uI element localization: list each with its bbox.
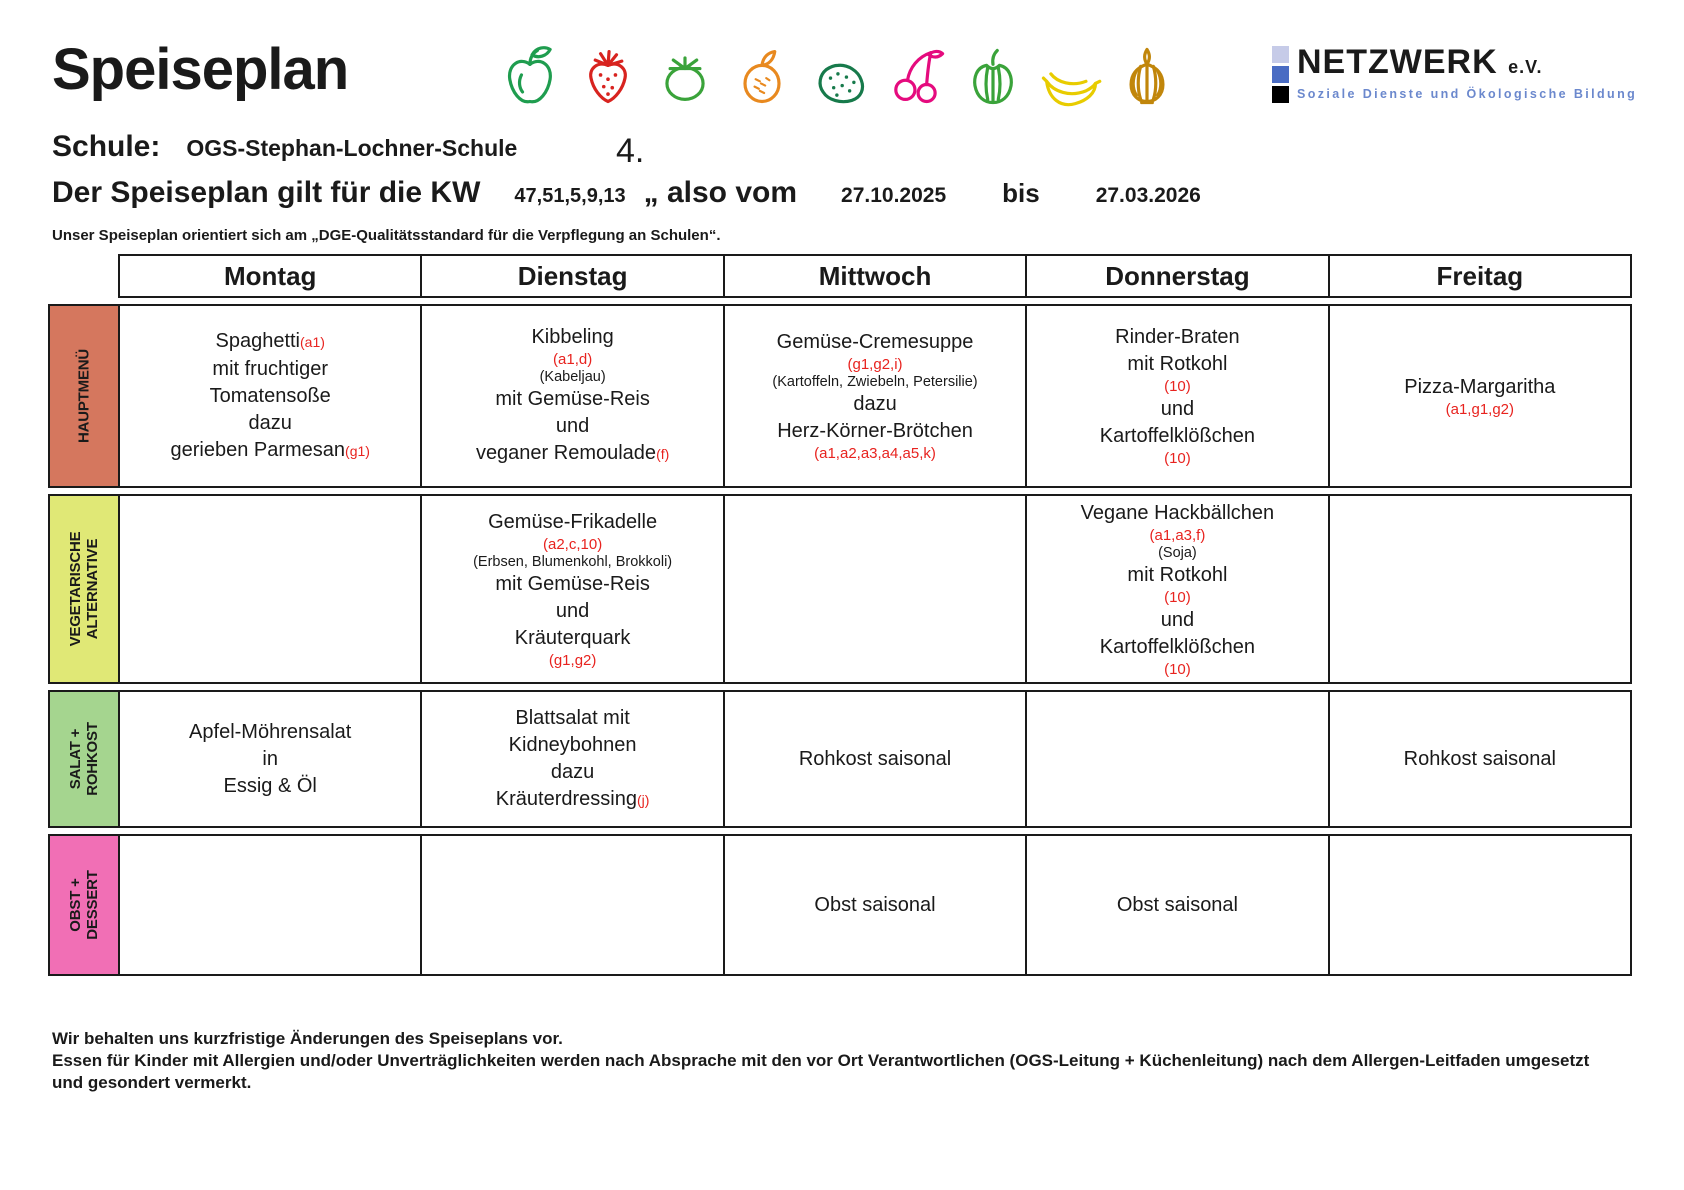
meal-cell-obst-dessert-mittwoch	[725, 836, 1027, 974]
meal-line: Kräuterquark	[514, 626, 631, 649]
meal-cell-hauptmenu-freitag	[1330, 306, 1630, 486]
meal-line: Pizza-Margaritha	[1404, 375, 1556, 398]
meal-cell-salat-rohkost-dienstag	[422, 692, 724, 826]
meal-line: mit Rotkohl	[1127, 353, 1228, 375]
allergen-code: (a1)	[300, 333, 325, 350]
meal-cell-salat-rohkost-mittwoch	[725, 692, 1027, 826]
meal-cell-hauptmenu-dienstag	[422, 306, 724, 486]
netzwerk-logo	[1272, 44, 1637, 103]
meal-line: Rohkost saisonal	[1403, 747, 1556, 770]
meal-line: Tomatensoße	[209, 384, 331, 407]
menu-row-hauptmenu	[48, 304, 1632, 488]
meal-cell-vegetarische-alternative-montag	[120, 496, 422, 682]
allergen-code: (g1)	[345, 442, 370, 459]
meal-line: Kartoffelklößchen	[1099, 425, 1256, 447]
row-label-salat-rohkost: SALAT + ROHKOST	[50, 692, 120, 826]
footer-line-1: Wir behalten uns kurzfristige Änderungen des Speiseplans vor.	[52, 1029, 563, 1048]
kw-weeks: 47,51,5,9,13	[514, 185, 626, 207]
meal-line: (a1,a3,f)	[1149, 526, 1206, 544]
meal-line: und	[555, 599, 590, 622]
banana-icon	[1036, 36, 1104, 116]
meal-line: dazu	[550, 760, 595, 783]
school-line	[52, 130, 517, 164]
meal-cell-salat-rohkost-freitag	[1330, 692, 1630, 826]
meal-line: Herz-Körner-Brötchen	[777, 420, 973, 442]
meal-line: (a1,a2,a3,a4,a5,k)	[814, 445, 936, 462]
meal-line: Obst saisonal	[814, 893, 936, 916]
meal-cell-hauptmenu-montag	[120, 306, 422, 486]
orange-icon	[728, 36, 796, 116]
day-header-row	[118, 254, 1632, 298]
meal-cell-vegetarische-alternative-freitag	[1330, 496, 1630, 682]
dge-subtitle: Unser Speiseplan orientiert sich am „DGE-Qualitätsstandard für die Verpflegung an Schulen“.	[52, 227, 721, 244]
meal-line: (Erbsen, Blumenkohl, Brokkoli)	[473, 553, 673, 570]
page-number: 4.	[616, 132, 645, 170]
meal-line: mit fruchtiger	[212, 357, 328, 380]
meal-line: (10)	[1164, 450, 1191, 467]
meal-line: Kibbeling	[531, 326, 614, 348]
meal-line: (Soja)	[1158, 544, 1197, 561]
day-header-mittwoch: Mittwoch	[725, 256, 1027, 296]
meal-cell-salat-rohkost-montag	[120, 692, 422, 826]
fruit-icon-row	[497, 36, 1181, 116]
meal-line: Kidneybohnen	[508, 733, 637, 756]
allergen-code: (f)	[656, 446, 670, 462]
meal-line: und	[1160, 398, 1195, 420]
meal-line: Essig & Öl	[223, 774, 317, 797]
cherry-icon	[882, 36, 950, 116]
meal-line: (a1,g1,g2)	[1445, 400, 1515, 418]
meal-cell-obst-dessert-freitag	[1330, 836, 1630, 974]
footer-line-3: und gesondert vermerkt.	[52, 1073, 252, 1092]
meal-cell-vegetarische-alternative-dienstag	[422, 496, 724, 682]
kw-prefix: Der Speiseplan gilt für die KW	[52, 176, 481, 209]
logo-squares-icon	[1272, 44, 1289, 103]
date-to: 27.03.2026	[1095, 184, 1201, 207]
meal-cell-obst-dessert-dienstag	[422, 836, 724, 974]
meal-line: Gemüse-Cremesuppe	[776, 331, 974, 353]
meal-line: Rinder-Braten	[1115, 326, 1240, 348]
menu-row-salat-rohkost	[48, 690, 1632, 828]
strawberry-icon	[574, 36, 642, 116]
meal-line: (a1,d)	[553, 351, 593, 368]
meal-cell-obst-dessert-montag	[120, 836, 422, 974]
day-header-montag: Montag	[120, 256, 422, 296]
meal-line: Blattsalat mit	[515, 706, 630, 729]
meal-line: dazu	[853, 393, 897, 415]
meal-line: und	[1160, 608, 1195, 631]
meal-cell-hauptmenu-mittwoch	[725, 306, 1027, 486]
meal-cell-salat-rohkost-donnerstag	[1027, 692, 1329, 826]
meal-line: Gemüse-Frikadelle	[488, 510, 658, 533]
menu-table	[48, 254, 1632, 982]
meal-line: (Kartoffeln, Zwiebeln, Petersilie)	[772, 374, 978, 390]
day-header-donnerstag: Donnerstag	[1027, 256, 1329, 296]
school-name: OGS-Stephan-Lochner-Schule	[186, 135, 518, 161]
row-label-hauptmenu: HAUPTMENÜ	[50, 306, 120, 486]
logo-tagline: Soziale Dienste und Ökologische Bildung	[1297, 87, 1638, 101]
meal-line: (10)	[1164, 588, 1191, 606]
logo-name: NETZWERK e.V.	[1297, 43, 1543, 81]
row-label-obst-dessert: OBST + DESSERT	[50, 836, 120, 974]
allergen-code: (j)	[636, 791, 650, 808]
meal-line: Obst saisonal	[1116, 893, 1238, 916]
meal-line: Apfel-Möhrensalat	[189, 720, 352, 743]
apple-icon	[497, 36, 565, 116]
day-header-dienstag: Dienstag	[422, 256, 724, 296]
meal-line: Kartoffelklößchen	[1099, 635, 1256, 658]
kw-bis: bis	[1002, 178, 1040, 208]
meal-cell-vegetarische-alternative-mittwoch	[725, 496, 1027, 682]
meal-cell-obst-dessert-donnerstag	[1027, 836, 1329, 974]
meal-line: veganer Remoulade(f)	[475, 442, 670, 464]
potato-icon	[805, 36, 873, 116]
date-from: 27.10.2025	[841, 184, 947, 207]
kw-also: „ also vom	[643, 176, 798, 209]
meal-line: (10)	[1164, 660, 1191, 678]
meal-line: Vegane Hackbällchen	[1080, 501, 1275, 524]
meal-line: Spaghetti(a1)	[215, 329, 325, 352]
meal-line: mit Gemüse-Reis	[495, 572, 650, 595]
meal-line: dazu	[248, 411, 292, 434]
meal-line: mit Rotkohl	[1127, 563, 1228, 586]
row-label-vegetarische-alternative: VEGETARISCHE ALTERNATIVE	[50, 496, 120, 682]
meal-line: gerieben Parmesan(g1)	[170, 438, 370, 461]
meal-line: (g1,g2)	[548, 651, 597, 669]
tomato-icon	[651, 36, 719, 116]
meal-line: (g1,g2,i)	[847, 356, 903, 373]
meal-line: (a2,c,10)	[543, 535, 603, 553]
meal-line: Rohkost saisonal	[798, 747, 952, 770]
menu-row-vegetarische-alternative	[48, 494, 1632, 684]
page-title: Speiseplan	[52, 37, 349, 102]
footer-notes	[52, 1028, 1589, 1094]
validity-line	[52, 176, 1201, 210]
meal-line: in	[262, 747, 278, 770]
meal-line: und	[555, 415, 590, 437]
meal-line: mit Gemüse-Reis	[495, 388, 650, 410]
meal-cell-hauptmenu-donnerstag	[1027, 306, 1329, 486]
meal-line: (Kabeljau)	[539, 369, 606, 385]
meal-line: Kräuterdressing(j)	[495, 787, 650, 810]
menu-row-obst-dessert	[48, 834, 1632, 976]
school-label: Schule:	[52, 130, 161, 163]
bell-pepper-icon	[959, 36, 1027, 116]
footer-line-2: Essen für Kinder mit Allergien und/oder Unverträglichkeiten werden nach Absprache mit den vor Ort Verantwortlichen (OGS-Leitung + Küchenleitung) nach dem Allergen-Leitfaden umgesetzt	[52, 1051, 1590, 1070]
onion-icon	[1113, 36, 1181, 116]
day-header-freitag: Freitag	[1436, 260, 1524, 291]
meal-cell-vegetarische-alternative-donnerstag	[1027, 496, 1329, 682]
meal-line: (10)	[1164, 378, 1191, 395]
